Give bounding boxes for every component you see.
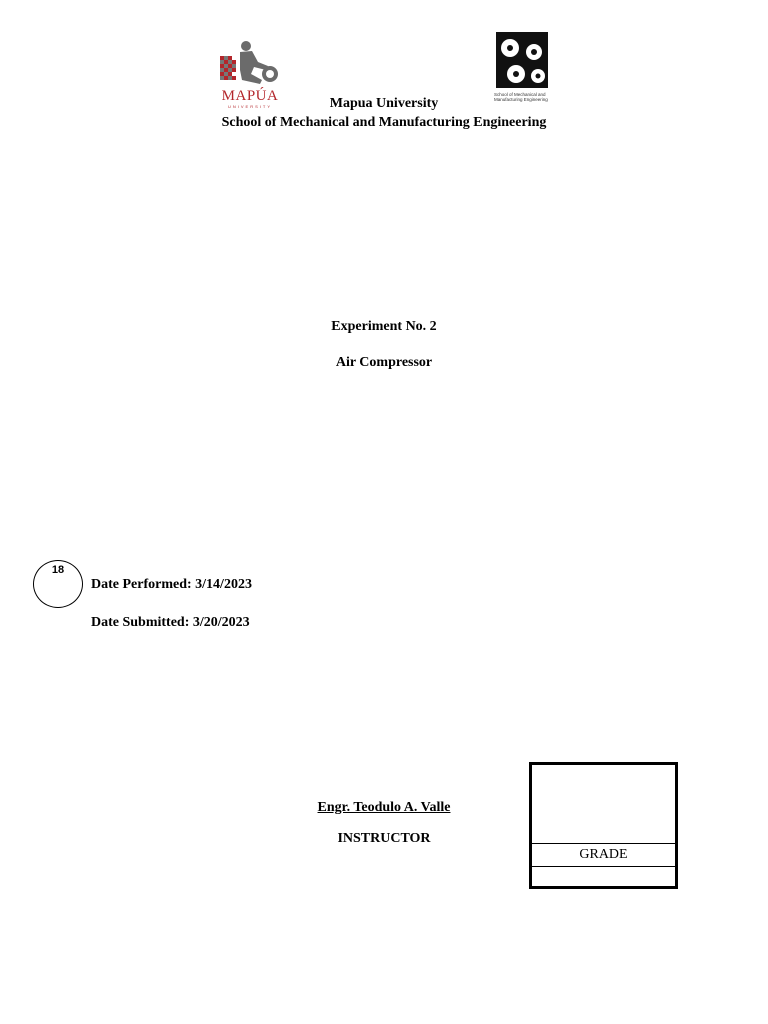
logo-subword: UNIVERSITY (227, 104, 272, 109)
instructor-role: INSTRUCTOR (337, 831, 431, 846)
university-name: Mapua University (329, 96, 439, 111)
grade-label: GRADE (532, 844, 675, 867)
grade-value-field (532, 765, 675, 844)
logo-wordmark: MAPÚA (221, 88, 279, 104)
gear-icon (494, 30, 550, 90)
mapua-figure-icon (218, 40, 282, 88)
school-logo-caption: School of Mechanical and Manufacturing Engineering (494, 92, 548, 102)
date-performed: Date Performed: 3/14/2023 (91, 577, 252, 592)
grade-box (529, 762, 678, 889)
group-number-circle (33, 560, 83, 608)
school-name: School of Mechanical and Manufacturing Engineering (221, 115, 547, 130)
experiment-number: Experiment No. 2 (331, 319, 437, 334)
experiment-title: Air Compressor (335, 355, 433, 370)
date-submitted: Date Submitted: 3/20/2023 (91, 615, 250, 630)
group-number: 18 (51, 564, 65, 576)
instructor-name: Engr. Teodulo A. Valle (317, 800, 451, 815)
